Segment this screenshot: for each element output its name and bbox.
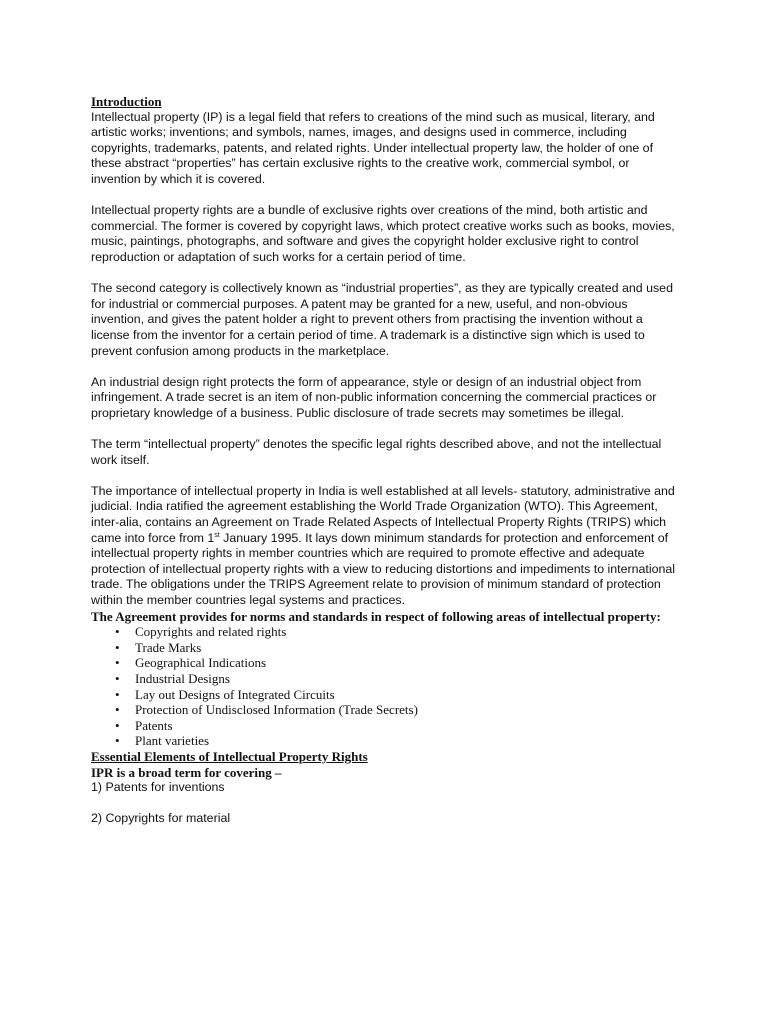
list-item: • Geographical Indications <box>115 655 267 671</box>
list-item: • Protection of Undisclosed Information (Trade Secrets) <box>115 702 418 718</box>
bullet-icon: • <box>115 702 120 718</box>
ip-areas-list <box>91 624 681 749</box>
numbered-item-copyrights: 2) Copyrights for material <box>91 811 231 826</box>
paragraph-ip-india <box>91 484 681 609</box>
essential-elements-heading: Essential Elements of Intellectual Property Rights <box>91 748 368 764</box>
list-item: • Industrial Designs <box>115 670 230 686</box>
list-item: • Trade Marks <box>115 639 202 655</box>
india-text-before: The importance of intellectual property in India is well established at all levels- statutory, administrative and judicial. India ratified the agreement establishing the World Trade Organization (WTO). This Agreement, inter-alia, contains an Agreement on Trade Related Aspects of Intellectual Property Rights (TRIPS) which came into force from 1 <box>91 483 675 545</box>
ordinal-superscript: st <box>214 531 220 539</box>
agreement-heading: The Agreement provides for norms and standards in respect of following areas of intellectual property: <box>91 608 661 624</box>
paragraph-industrial-design: An industrial design right protects the form of appearance, style or design of an industrial object from infringement. A trade secret is an item of non-public information concerning the commercial practices or proprietary knowledge of a business. Public disclosure of trade secrets may sometimes be illegal. <box>91 374 657 420</box>
paragraph-industrial-properties: The second category is collectively known as “industrial properties”, as they are typically created and used for industrial or commercial purposes. A patent may be granted for a new, useful, and non-obvious invention, and gives the patent holder a right to prevent others from practising the invention without a license from the inventor for a certain period of time. A trademark is a distinctive sign which is used to prevent confusion among products in the marketplace. <box>91 281 673 358</box>
bullet-icon: • <box>115 670 120 686</box>
paragraph-ip-rights: Intellectual property rights are a bundle of exclusive rights over creations of the mind, both artistic and commercial. The former is covered by copyright laws, which protect creative works such as books, movies, music, paintings, photographs, and software and gives the copyright holder exclusive right to control reproduction or adaptation of such works for a certain period of time. <box>91 203 675 264</box>
document-page <box>91 94 681 827</box>
bullet-icon: • <box>115 639 120 655</box>
introduction-heading: Introduction <box>91 94 162 109</box>
bullet-icon: • <box>115 717 120 733</box>
bullet-icon: • <box>115 624 120 640</box>
india-text-after: January 1995. It lays down minimum standards for protection and enforcement of intellectual property rights in member countries which are required to promote effective and adequate protection of intellectual property rights with a view to reducing distortions and impediments to international trade. The obligations under the TRIPS Agreement relate to provision of minimum standard of protection within the member countries legal systems and practices. <box>91 530 676 607</box>
list-item: • Lay out Designs of Integrated Circuits <box>115 686 335 702</box>
bullet-icon: • <box>115 733 120 749</box>
bullet-icon: • <box>115 655 120 671</box>
paragraph-term-ip: The term “intellectual property” denotes the specific legal rights described above, and not the intellectual work itself. <box>91 437 662 467</box>
list-item: • Plant varieties <box>115 733 210 749</box>
numbered-item-patents: 1) Patents for inventions <box>91 780 225 795</box>
bullet-icon: • <box>115 686 120 702</box>
paragraph-ip-definition: Intellectual property (IP) is a legal field that refers to creations of the mind such as musical, literary, and artistic works; inventions; and symbols, names, images, and designs used in commerce, including copyrights, trademarks, patents, and related rights. Under intellectual property law, the holder of one of these abstract “properties” has certain exclusive rights to the creative work, commercial symbol, or invention by which it is covered. <box>91 109 655 186</box>
list-item: • Patents <box>115 717 173 733</box>
list-item: • Copyrights and related rights <box>115 624 287 640</box>
ipr-broad-term-heading: IPR is a broad term for covering – <box>91 764 282 780</box>
